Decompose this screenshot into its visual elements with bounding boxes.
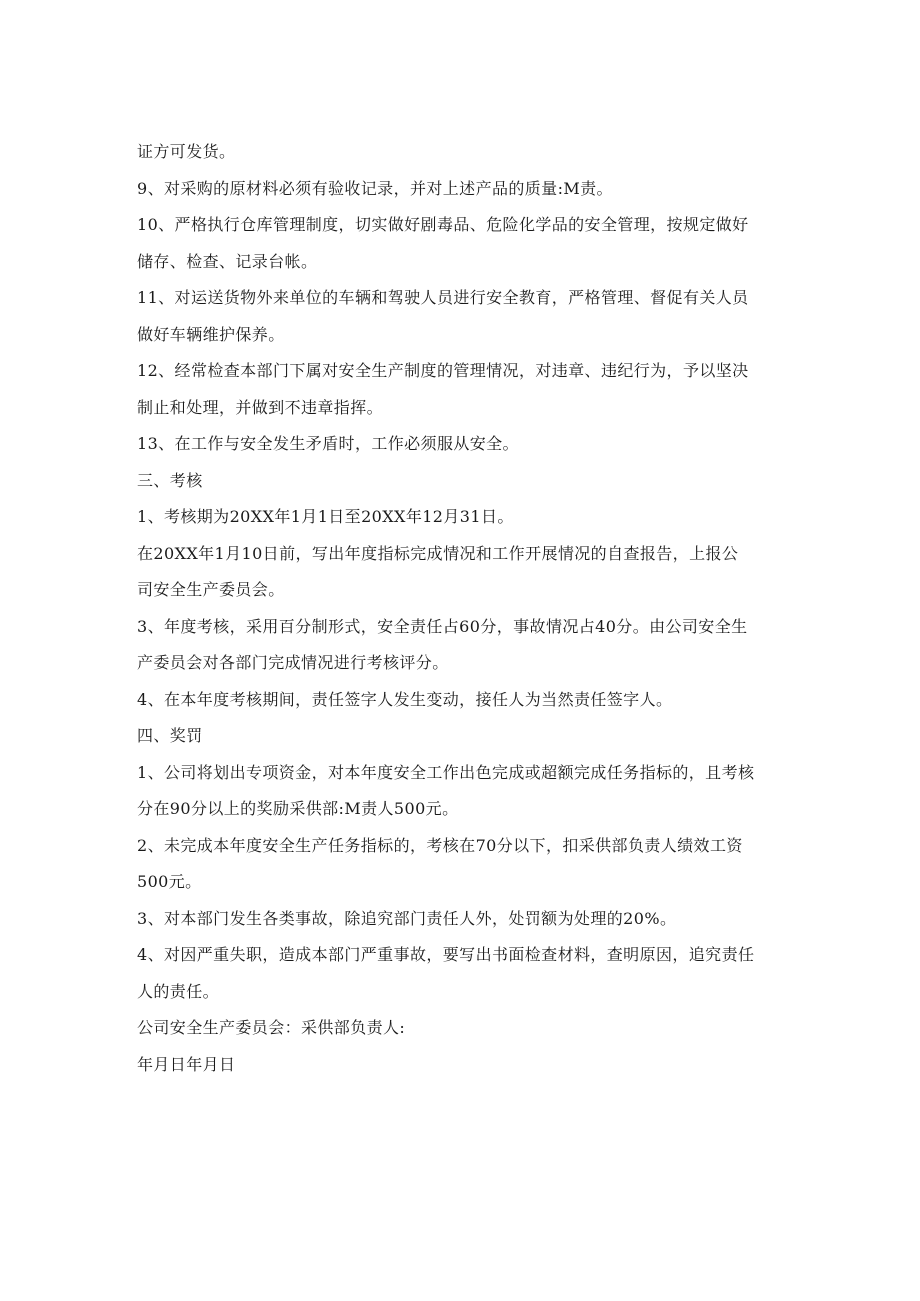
- text-line: 人的责任。: [137, 981, 220, 1001]
- text-line: 3、年度考核，采用百分制形式，安全责任占60分，事故情况占40分。由公司安全生: [137, 616, 748, 636]
- date-line: 年月日年月日: [137, 1054, 236, 1074]
- signature-line: 公司安全生产委员会：采供部负责人:: [137, 1018, 406, 1037]
- text-line: 做好车辆维护保养。: [137, 324, 285, 344]
- text-line: 证方可发货。: [137, 142, 236, 161]
- text-line: 4、在本年度考核期间，责任签字人发生变动，接任人为当然责任签字人。: [137, 689, 673, 709]
- text-line: 3、对本部门发生各类事故，除追究部门责任人外，处罚额为处理的20%。: [137, 908, 677, 928]
- text-line: 11、对运送货物外来单位的车辆和驾驶人员进行安全教育，严格管理、督促有关人员: [137, 288, 749, 307]
- text-line: 储存、检查、记录台帐。: [137, 251, 318, 271]
- text-line: 4、对因严重失职，造成本部门严重事故，要写出书面检查材料，查明原因，追究责任: [137, 945, 755, 964]
- section-heading: 四、奖罚: [137, 726, 203, 745]
- text-line: 1、考核期为20XX年1月1日至20XX年12月31日。: [137, 507, 514, 526]
- text-line: 9、对采购的原材料必须有验收记录，并对上述产品的质量:M责。: [137, 178, 613, 198]
- text-line: 13、在工作与安全发生矛盾时，工作必须服从安全。: [137, 434, 519, 453]
- section-heading: 三、考核: [137, 470, 203, 490]
- text-line: 产委员会对各部门完成情况进行考核评分。: [137, 653, 449, 672]
- document-body: [137, 134, 785, 1083]
- text-line: 制止和处理，并做到不违章指挥。: [137, 397, 384, 417]
- text-line: 在20XX年1月10日前，写出年度指标完成情况和工作开展情况的自查报告，上报公: [137, 543, 739, 563]
- text-line: 10、严格执行仓库管理制度，切实做好剧毒品、危险化学品的安全管理，按规定做好: [137, 215, 749, 234]
- text-line: 500元。: [137, 872, 202, 891]
- text-line: 2、未完成本年度安全生产任务指标的，考核在70分以下，扣采供部负责人绩效工资: [137, 835, 743, 855]
- text-line: 司安全生产委员会。: [137, 580, 285, 599]
- text-line: 分在90分以上的奖励采供部:M责人500元。: [137, 799, 459, 818]
- text-line: 1、公司将划出专项资金，对本年度安全工作出色完成或超额完成任务指标的，且考核: [137, 762, 755, 782]
- text-line: 12、经常检查本部门下属对安全生产制度的管理情况，对违章、违纪行为，予以坚决: [137, 361, 749, 380]
